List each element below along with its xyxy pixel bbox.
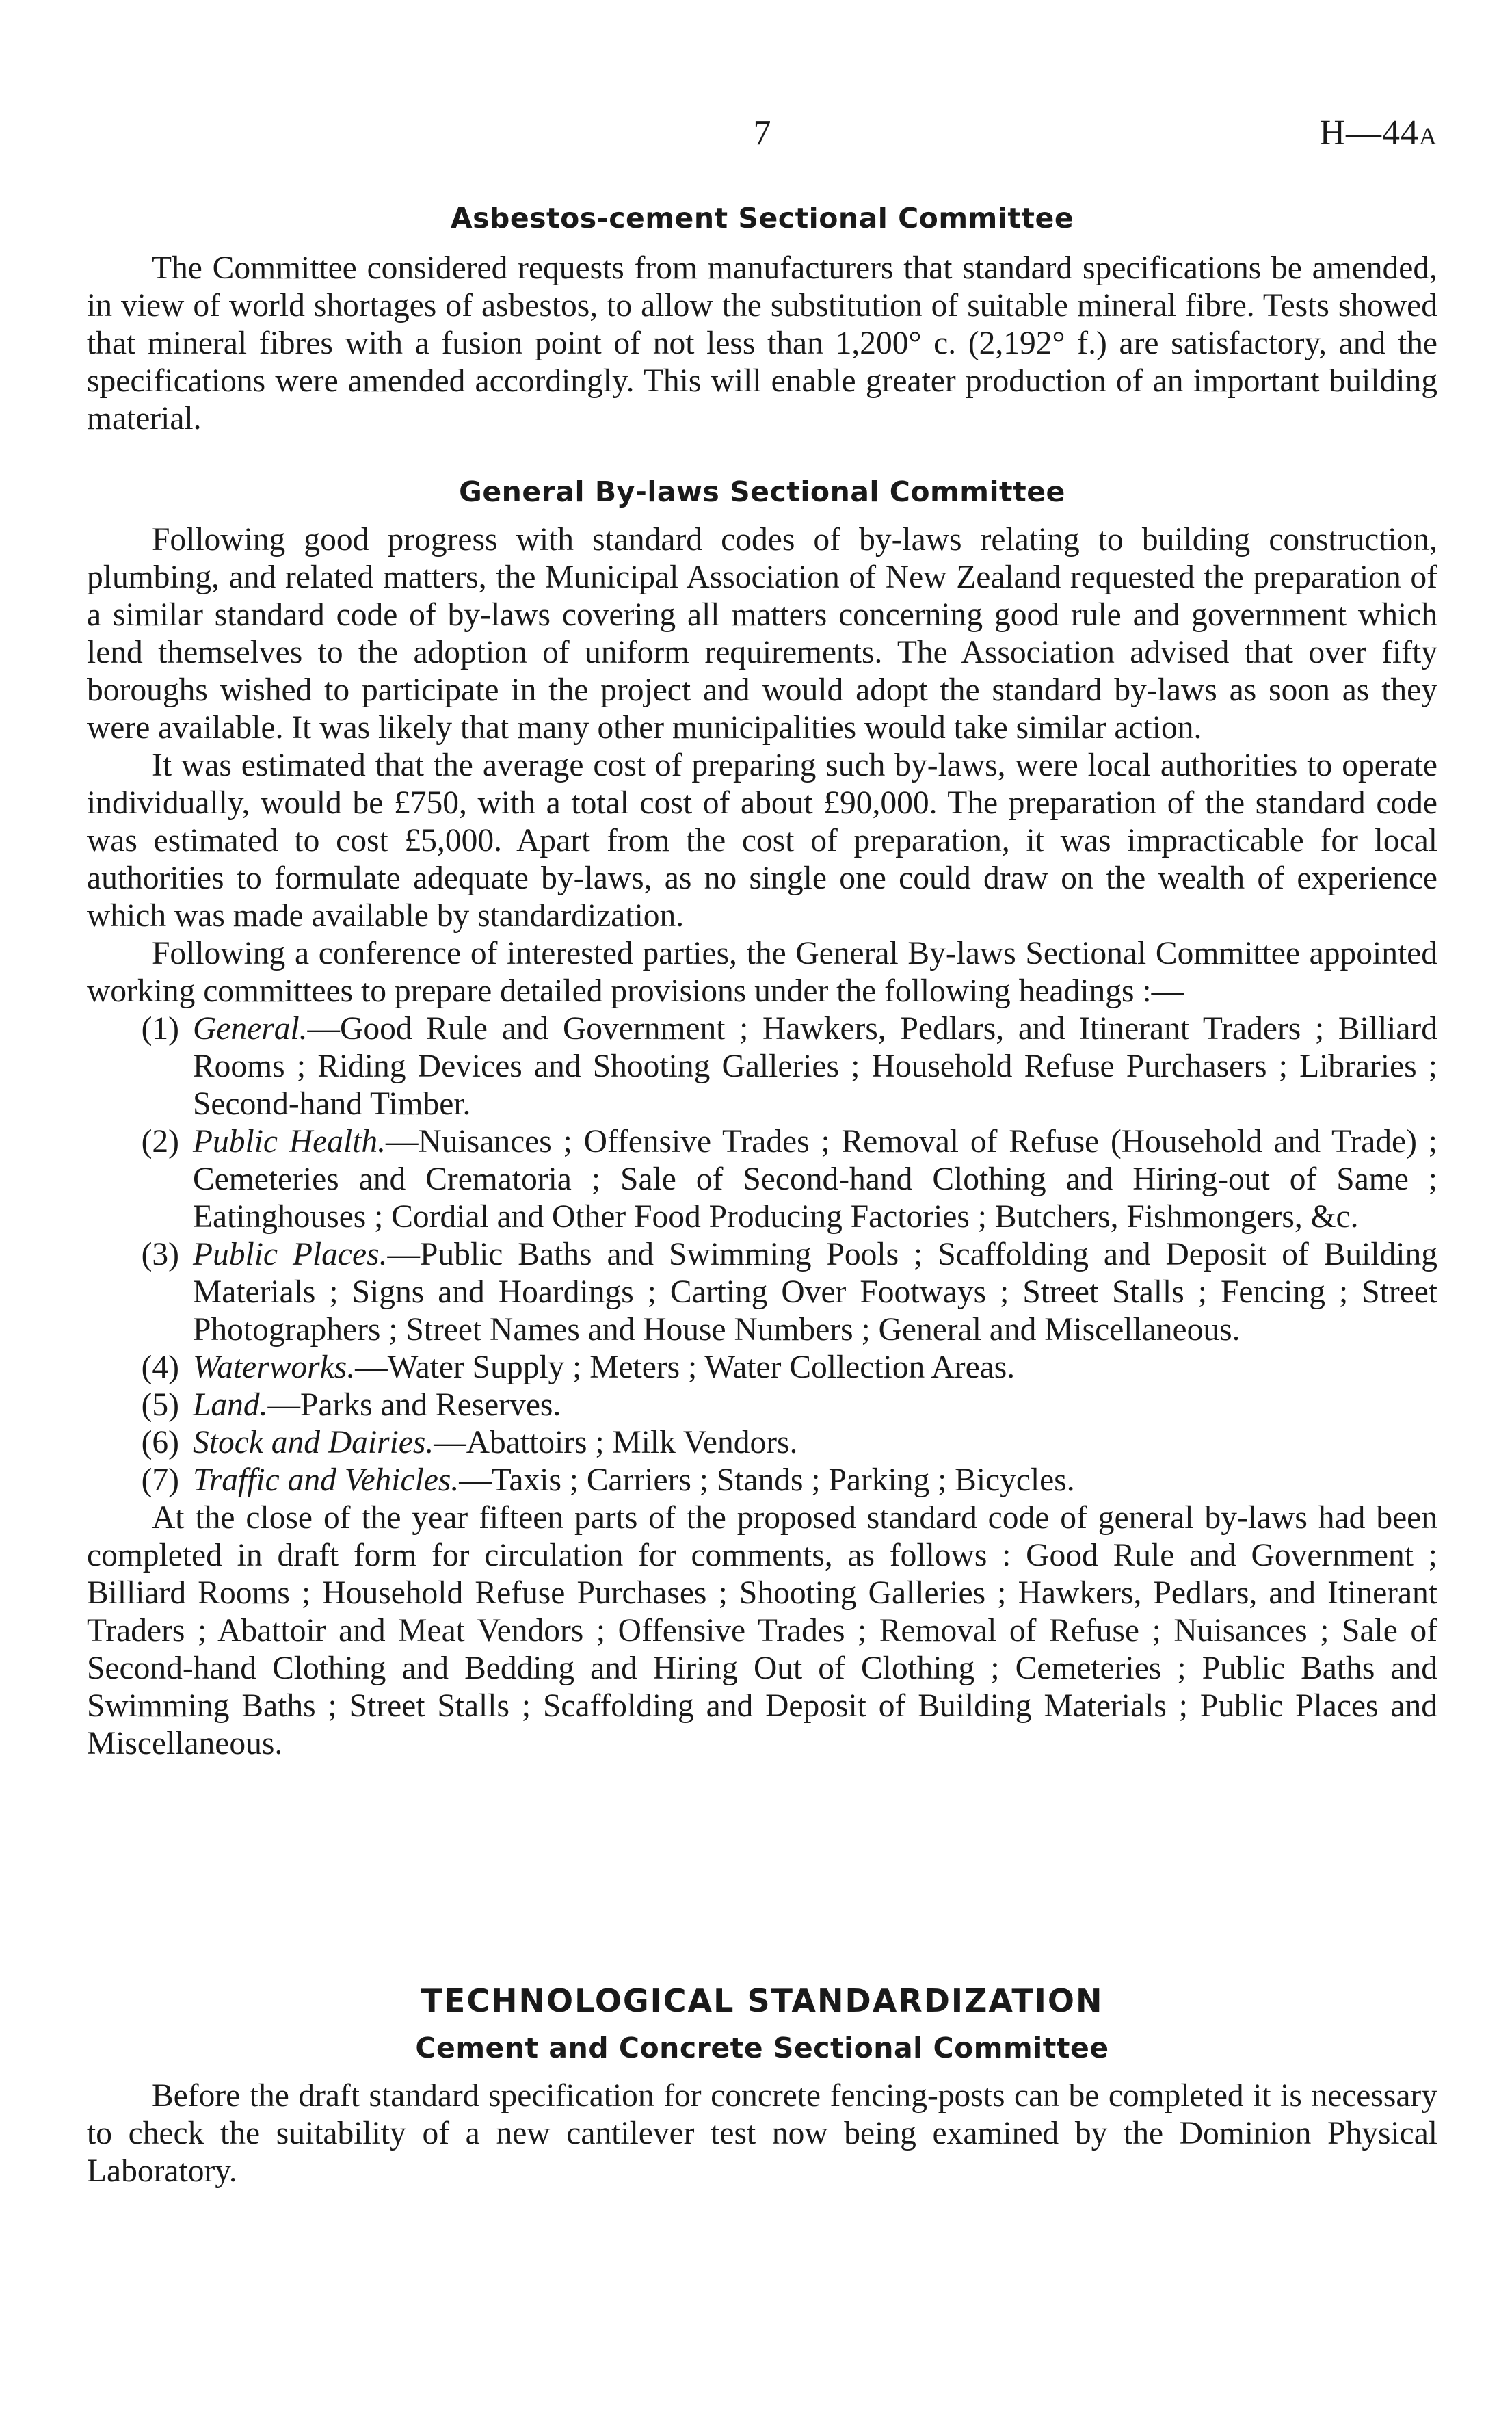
list-item-heading: General. — [193, 1011, 308, 1047]
list-item-heading: Waterworks. — [193, 1350, 356, 1385]
list-item — [87, 1424, 1437, 1462]
section-body-bylaws — [87, 521, 1437, 1763]
list-item — [87, 1123, 1437, 1236]
list-item-heading: Stock and Dairies. — [193, 1425, 434, 1460]
section-heading-technological: TECHNOLOGICAL STANDARDIZATION — [421, 1982, 1104, 2019]
section-heading-asbestos: Asbestos-cement Sectional Committee — [450, 202, 1074, 235]
list-item-body: —Taxis ; Carriers ; Stands ; Parking ; Bicycles. — [459, 1462, 1075, 1498]
list-item-number: (5) — [141, 1387, 179, 1423]
section-body-cement — [87, 2077, 1437, 2190]
section-heading-bylaws: General By-laws Sectional Committee — [459, 475, 1065, 508]
list-item-heading: Land. — [193, 1387, 268, 1423]
list-item-body: —Water Supply ; Meters ; Water Collection Areas. — [355, 1350, 1016, 1385]
list-item-text — [193, 1387, 1437, 1424]
list-item-number: (1) — [141, 1011, 179, 1047]
list-item-text — [193, 1462, 1437, 1499]
list-item-text — [193, 1236, 1437, 1349]
list-item-heading: Public Places. — [193, 1237, 388, 1272]
list-item — [87, 1010, 1437, 1123]
list-item-body: —Public Baths and Swimming Pools ; Scaffolding and Deposit of Building Materials ; Signs and Hoardings ; Carting Over Footways ; Street Stalls ; Fencing ; Street Photographers ; Street Names and House Numbers ; General and Miscellaneous. — [193, 1237, 1438, 1348]
reference-suffix: A — [1419, 122, 1437, 150]
page-header — [87, 113, 1437, 161]
list-item — [87, 1236, 1437, 1349]
list-item-number: (4) — [141, 1350, 179, 1385]
section-body-asbestos — [87, 250, 1437, 438]
paragraph: At the close of the year fifteen parts of the proposed standard code of general by-laws had been completed in draft form for circulation for comments, as follows : Good Rule and Government ; Billiard Rooms ; Household Refuse Purchases ; Shooting Galleries ; Hawkers, Pedlars, and Itinerant Traders ; Abattoir and Meat Vendors ; Offensive Trades ; Removal of Refuse ; Nuisances ; Sale of Second-hand Clothing and Bedding and Hiring Out of Clothing ; Cemeteries ; Public Baths and Swimming Baths ; Street Stalls ; Scaffolding and Deposit of Building Materials ; Public Places and Miscellaneous. — [87, 1500, 1437, 1761]
page-number: 7 — [753, 114, 771, 153]
list-item-number: (2) — [141, 1124, 179, 1159]
list-item-text — [193, 1010, 1437, 1123]
list-item-text — [193, 1349, 1437, 1387]
list-item-body: —Parks and Reserves. — [267, 1387, 561, 1423]
paragraph: Following a conference of interested parties, the General By-laws Sectional Committee appointed working committees to prepare detailed provisions under the following headings :— — [87, 936, 1437, 1009]
list-item-body: —Nuisances ; Offensive Trades ; Removal of Refuse (Household and Trade) ; Cemeteries and Crematoria ; Sale of Second-hand Clothing and Hiring-out of Same ; Eatinghouses ; Cordial and Other Food Producing Factories ; Butchers, Fishmongers, &c. — [193, 1124, 1437, 1235]
list-item-heading: Traffic and Vehicles. — [193, 1462, 460, 1498]
list-item-number: (3) — [141, 1237, 179, 1272]
subsection-heading-cement: Cement and Concrete Sectional Committee — [415, 2032, 1109, 2064]
list-item — [87, 1462, 1437, 1499]
document-reference — [1319, 113, 1437, 153]
list-item-text — [193, 1123, 1437, 1236]
list-item-number: (7) — [141, 1462, 179, 1498]
paragraph: It was estimated that the average cost of preparing such by-laws, were local authorities to operate individually, would be £750, with a total cost of about £90,000. The preparation of the standard code was estimated to cost £5,000. Apart from the cost of preparation, it was impracticable for local authorities to formulate adequate by-laws, as no single one could draw on the wealth of experience which was made available by standardization. — [87, 748, 1437, 934]
paragraph: Following good progress with standard codes of by-laws relating to building construction, plumbing, and related matters, the Municipal Association of New Zealand requested the preparation of a similar standard code of by-laws covering all matters concerning good rule and government which lend themselves to the adoption of uniform requirements. The Association advised that over fifty boroughs wished to participate in the project and would adopt the standard by-laws as soon as they were available. It was likely that many other municipalities would take similar action. — [87, 522, 1437, 746]
list-item — [87, 1387, 1437, 1424]
list-item-number: (6) — [141, 1425, 179, 1460]
list-item-body: —Good Rule and Government ; Hawkers, Pedlars, and Itinerant Traders ; Billiard Rooms ; Riding Devices and Shooting Galleries ; Household Refuse Purchasers ; Libraries ; Second-hand Timber. — [193, 1011, 1437, 1122]
list-item — [87, 1349, 1437, 1387]
paragraph: The Committee considered requests from manufacturers that standard specifications be amended, in view of world shortages of asbestos, to allow the substitution of suitable mineral fibre. Tests showed that mineral fibres with a fusion point of not less than 1,200° c. (2,192° f.) are satisfactory, and the specifications were amended accordingly. This will enable greater production of an important building material. — [87, 250, 1437, 436]
reference-main: H—44 — [1319, 114, 1419, 153]
list-item-heading: Public Health. — [193, 1124, 386, 1159]
list-item-text — [193, 1424, 1437, 1462]
list-item-body: —Abattoirs ; Milk Vendors. — [434, 1425, 798, 1460]
paragraph: Before the draft standard specification for concrete fencing-posts can be completed it is necessary to check the suitability of a new cantilever test now being examined by the Dominion Physical Laboratory. — [87, 2078, 1437, 2189]
